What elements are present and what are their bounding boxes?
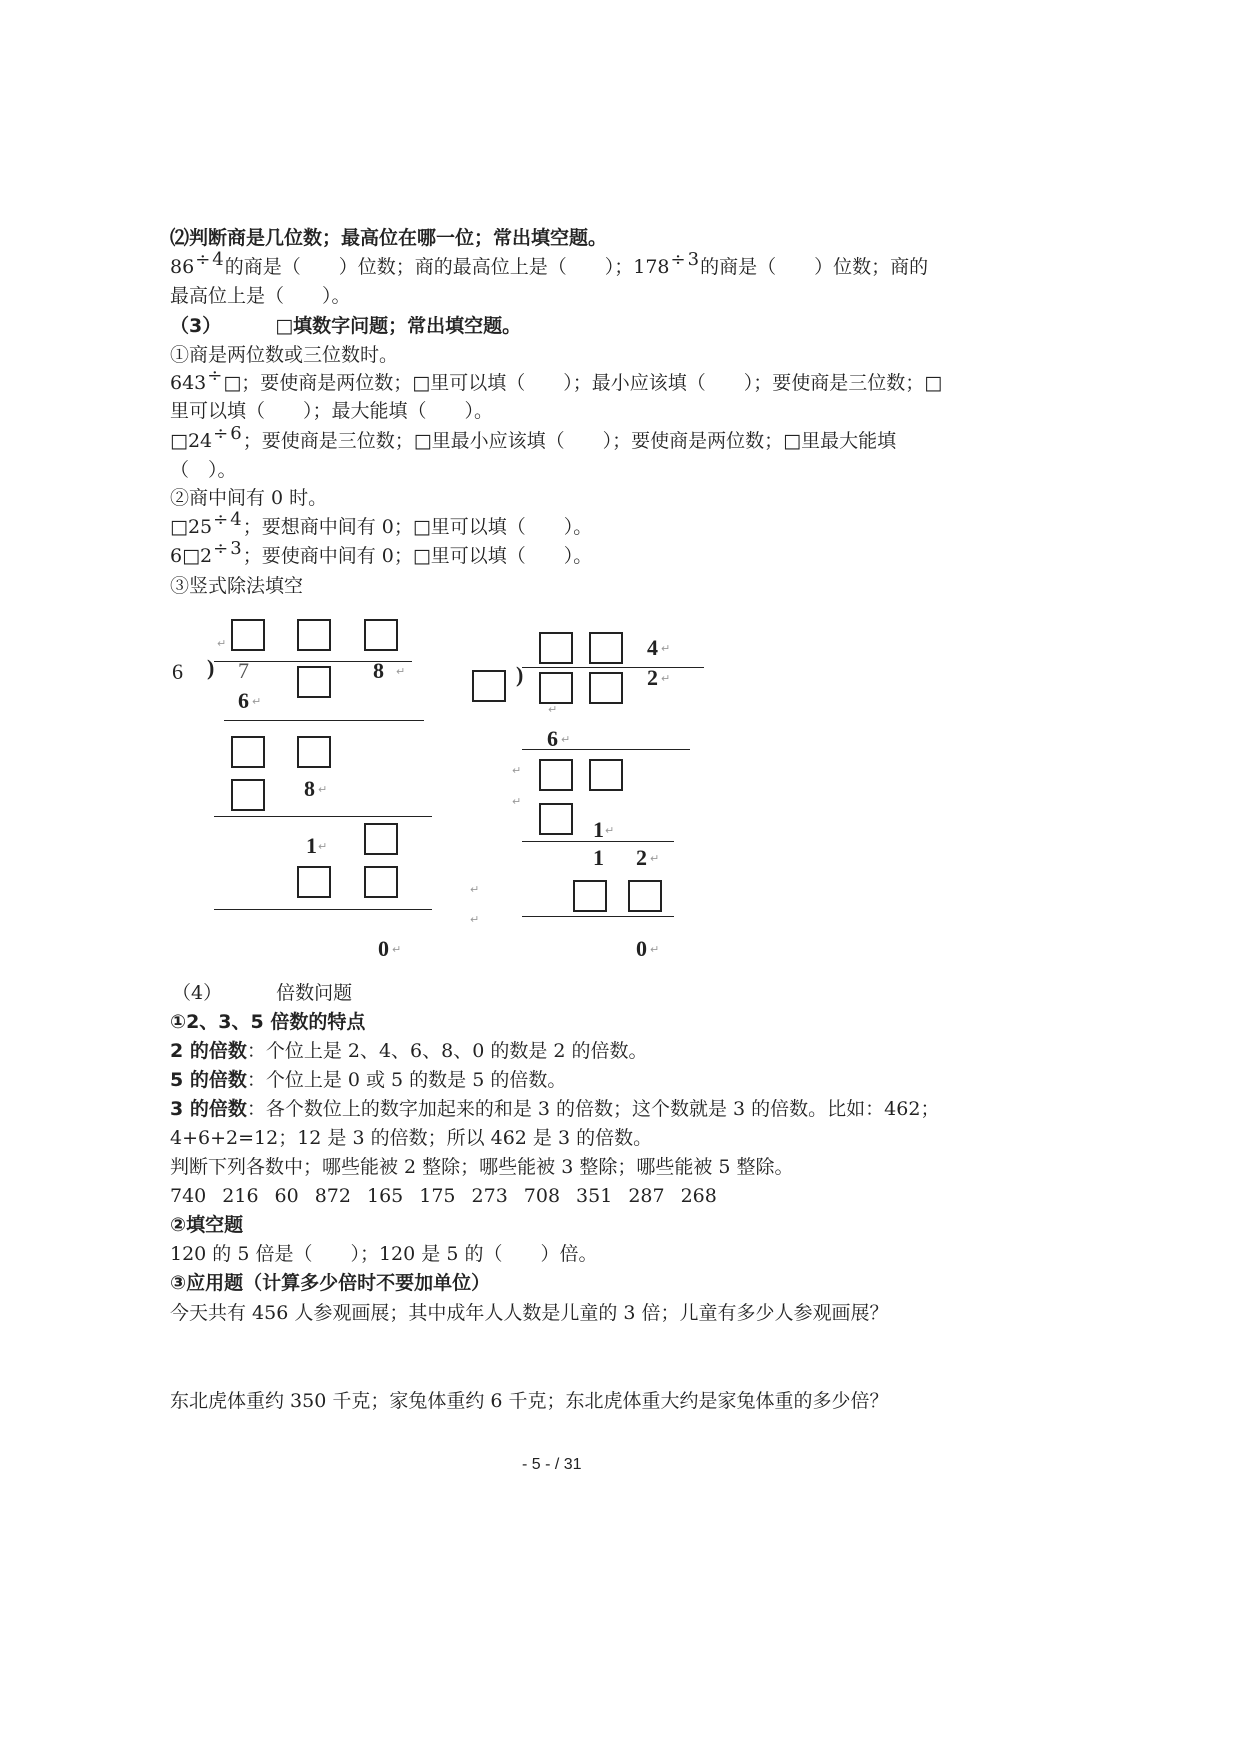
return-mark: ↵: [252, 695, 262, 708]
product-digit: 6: [238, 688, 249, 713]
answer-box[interactable]: [231, 619, 265, 651]
division-bracket: ): [207, 655, 215, 680]
dividend-digit: 8: [373, 658, 384, 683]
return-mark: ↵: [470, 883, 480, 896]
return-mark: ↵: [548, 703, 558, 716]
section-2-line-2: 最高位上是（ ）。: [170, 285, 351, 307]
return-mark: ↵: [605, 824, 615, 837]
section-2-title: ⑵判断商是几位数；最高位在哪一位；常出填空题。: [170, 227, 608, 249]
answer-box[interactable]: [364, 823, 398, 855]
number-item: 216: [222, 1185, 259, 1207]
return-mark: ↵: [650, 852, 660, 865]
section-3-sub-1: ①商是两位数或三位数时。: [170, 344, 399, 366]
answer-box[interactable]: [364, 866, 398, 898]
answer-box[interactable]: [364, 619, 398, 651]
subtraction-line: [522, 749, 690, 750]
return-mark: ↵: [392, 943, 402, 956]
question-4: 6□2÷ 3；要使商中间有 0；□里可以填（ ）。: [170, 538, 593, 567]
number-item: 351: [576, 1185, 613, 1207]
section-4-sub-3: ③应用题（计算多少倍时不要加单位）: [170, 1272, 491, 1294]
number-item: 165: [366, 1185, 404, 1207]
return-mark: ↵: [512, 764, 522, 777]
section-3-sub-2: ②商中间有 0 时。: [170, 487, 328, 509]
subtraction-line: [214, 816, 432, 817]
number-list: [170, 1183, 733, 1209]
remainder: 0: [378, 936, 389, 961]
subtraction-line: [224, 720, 424, 721]
fill-blank-question: 120 的 5 倍是（ ）；120 是 5 的（ ）倍。: [170, 1243, 598, 1265]
question-1-line-2: 里可以填（ ）；最大能填（ ）。: [170, 400, 494, 422]
number-item: 708: [523, 1185, 561, 1207]
page-number: - 5 - / 31: [522, 1456, 582, 1473]
question-1-line-1: 643÷□；要使商是两位数；□里可以填（ ）；最小应该填（ ）；要使商是三位数；□: [170, 365, 943, 394]
subtraction-line: [522, 916, 674, 917]
return-mark: ↵: [217, 637, 227, 650]
product-digit: 8: [304, 776, 315, 801]
dividend-digit: 7: [238, 658, 249, 683]
application-question-1: 今天共有 456 人参观画展；其中成年人人数是儿童的 3 倍；儿童有多少人参观画展？: [170, 1302, 889, 1324]
judge-instruction: 判断下列各数中；哪些能被 2 整除；哪些能被 3 整除；哪些能被 5 整除。: [170, 1156, 794, 1178]
return-mark: ↵: [561, 733, 571, 746]
number-item: 872: [314, 1185, 351, 1207]
question-2-line-1: □24÷ 6；要使商是三位数；□里最小应该填（ ）；要使商是两位数；□里最大能填: [170, 423, 897, 452]
subtraction-line: [522, 841, 674, 842]
number-item: 740: [170, 1185, 207, 1207]
division-bracket: ): [516, 662, 524, 687]
section-4-title: （4） 倍数问题: [172, 982, 353, 1004]
answer-box[interactable]: [539, 759, 573, 791]
multiple-of-3-example: 4+6+2=12；12 是 3 的倍数；所以 462 是 3 的倍数。: [170, 1127, 653, 1149]
multiple-of-5-rule: 5 的倍数：个位上是 0 或 5 的数是 5 的倍数。: [170, 1069, 567, 1091]
section-4-sub-1: ①2、3、5 倍数的特点: [170, 1011, 366, 1033]
return-mark: ↵: [650, 943, 660, 956]
divisor: 6: [172, 659, 183, 684]
answer-box[interactable]: [589, 759, 623, 791]
answer-box[interactable]: [297, 866, 331, 898]
answer-box[interactable]: [539, 632, 573, 664]
section-3-title: （3） □填数字问题；常出填空题。: [170, 315, 522, 337]
answer-box[interactable]: [231, 779, 265, 811]
return-mark: ↵: [512, 795, 522, 808]
section-4-sub-2: ②填空题: [170, 1214, 244, 1236]
divisor-box[interactable]: [472, 670, 506, 702]
product-digit: 1: [593, 817, 604, 842]
product-digit: 1: [593, 845, 604, 870]
remainder: 0: [636, 936, 647, 961]
number-item: 175: [419, 1185, 456, 1207]
return-mark: ↵: [470, 913, 480, 926]
answer-box[interactable]: [539, 672, 573, 704]
return-mark: ↵: [318, 783, 328, 796]
number-item: 268: [680, 1185, 717, 1207]
division-bar: [522, 667, 704, 668]
number-item: 287: [628, 1185, 665, 1207]
product-digit: 1: [306, 833, 317, 858]
question-3: □25÷ 4；要想商中间有 0；□里可以填（ ）。: [170, 509, 593, 538]
product-digit: 2: [636, 845, 647, 870]
return-mark: ↵: [396, 665, 406, 678]
return-mark: ↵: [318, 840, 328, 853]
number-item: 273: [471, 1185, 508, 1207]
return-mark: ↵: [661, 642, 671, 655]
subtraction-line: [214, 909, 432, 910]
product-digit: 6: [547, 726, 558, 751]
answer-box[interactable]: [297, 619, 331, 651]
multiple-of-2-rule: 2 的倍数：个位上是 2、4、6、8、0 的数是 2 的倍数。: [170, 1040, 648, 1062]
answer-box[interactable]: [573, 880, 607, 912]
answer-box[interactable]: [539, 803, 573, 835]
dividend-digit: 2: [647, 665, 658, 690]
application-question-2: 东北虎体重约 350 千克；家兔体重约 6 千克；东北虎体重大约是家兔体重的多少倍？: [170, 1390, 889, 1412]
number-item: 60: [274, 1185, 299, 1207]
multiple-of-3-rule: 3 的倍数：各个数位上的数字加起来的和是 3 的倍数；这个数就是 3 的倍数。比如：462；: [170, 1098, 940, 1120]
answer-box[interactable]: [589, 632, 623, 664]
answer-box[interactable]: [297, 736, 331, 768]
section-2-line-1: 86÷ 4的商是（ ）位数；商的最高位上是（ ）；178÷ 3的商是（ ）位数；商的: [170, 249, 929, 278]
answer-box[interactable]: [628, 880, 662, 912]
answer-box[interactable]: [297, 666, 331, 698]
section-3-sub-3: ③竖式除法填空: [170, 575, 304, 597]
question-2-line-2: （ ）。: [170, 459, 237, 481]
return-mark: ↵: [661, 672, 671, 685]
answer-box[interactable]: [589, 672, 623, 704]
quotient-digit: 4: [647, 635, 658, 660]
answer-box[interactable]: [231, 736, 265, 768]
